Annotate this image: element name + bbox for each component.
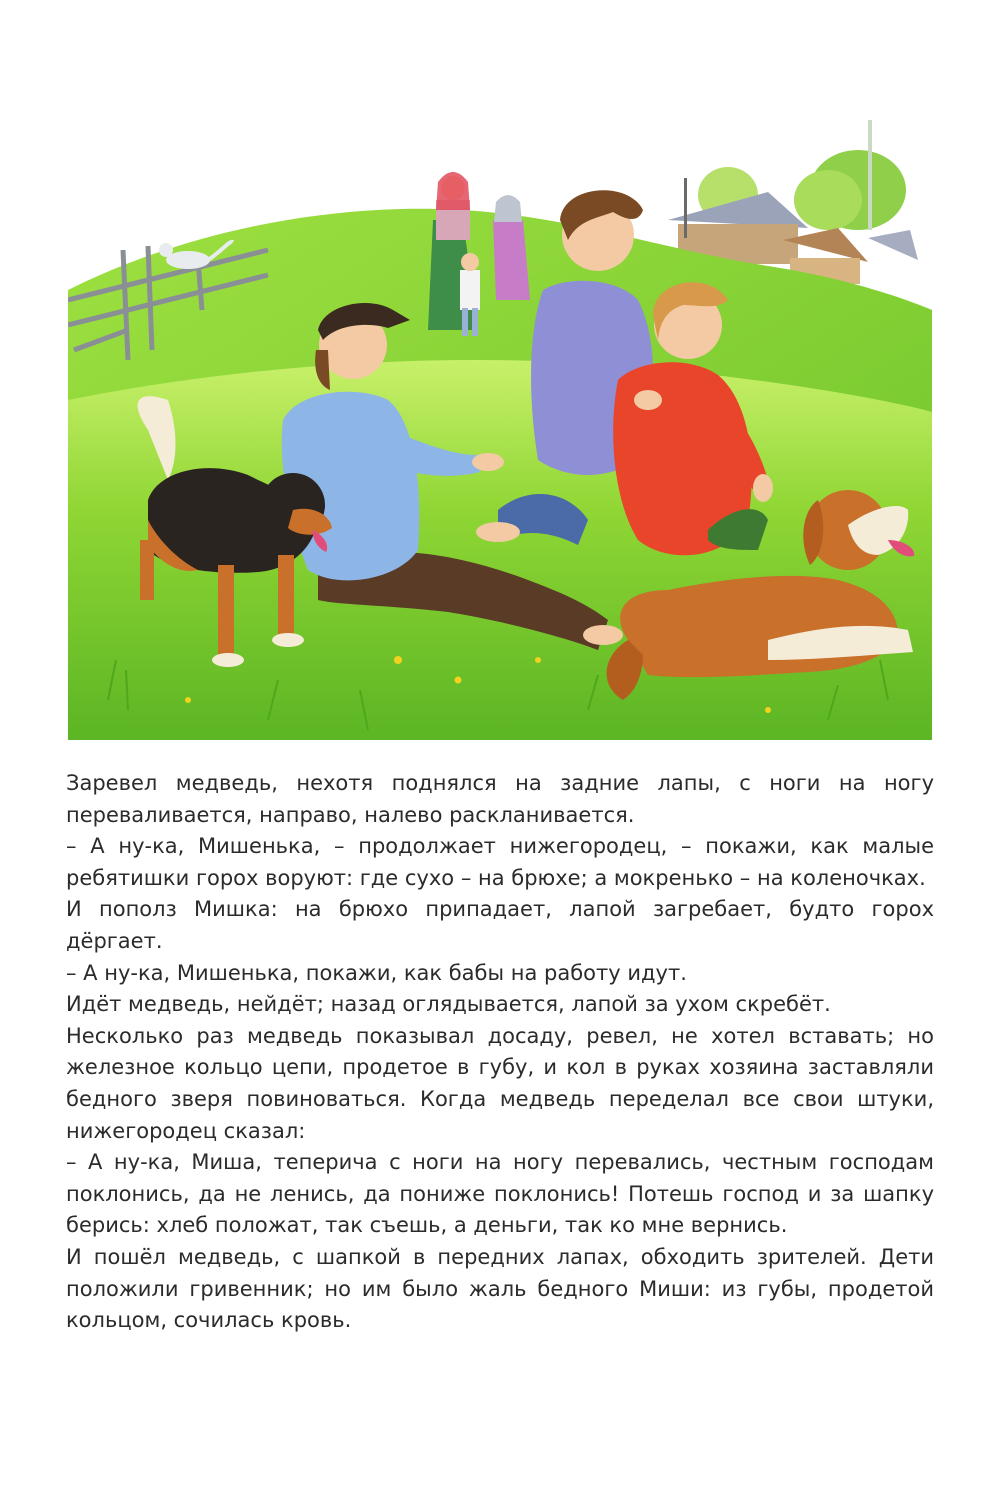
paragraph: – А ну-ка, Мишенька, – продолжает нижегородец, – покажи, как малые ребятишки горох воруют: где сухо – на брюхе; а мокренько – на коленочках. [66, 834, 934, 890]
paragraph: – А ну-ка, Мишенька, покажи, как бабы на работу идут. [66, 960, 687, 985]
paragraph: Идёт медведь, нейдёт; назад оглядывается, лапой за ухом скребёт. [66, 992, 831, 1017]
illustration-drawing [68, 100, 932, 740]
story-text [66, 768, 934, 1337]
paragraph: Несколько раз медведь показывал досаду, ревел, не хотел вставать; но железное кольцо цепи, продетое в губу, и кол в руках хозяина заставляли бедного зверя повиноваться. Когда медведь переделал все свои штуки, нижегородец сказал: [66, 1023, 934, 1143]
paragraph: И пошёл медведь, с шапкой в передних лапах, обходить зрителей. Дети положили гривенник; но им было жаль бедного Миши: из губы, продетой кольцом, сочилась кровь. [66, 1244, 934, 1333]
paragraph: – А ну-ка, Миша, теперича с ноги на ногу перевались, честным господам поклонись, да не ленись, да пониже поклонись! Потешь господ и за шапку берись: хлеб положат, так съешь, а деньги, так ко мне вернись. [66, 1150, 934, 1238]
paragraph: Заревел медведь, нехотя поднялся на задние лапы, с ноги на ногу переваливается, направо, налево раскланивается. [66, 771, 934, 827]
paragraph: И пополз Мишка: на брюхо припадает, лапой загребает, будто горох дёргает. [66, 897, 934, 953]
illustration-children-with-dogs [68, 100, 932, 740]
